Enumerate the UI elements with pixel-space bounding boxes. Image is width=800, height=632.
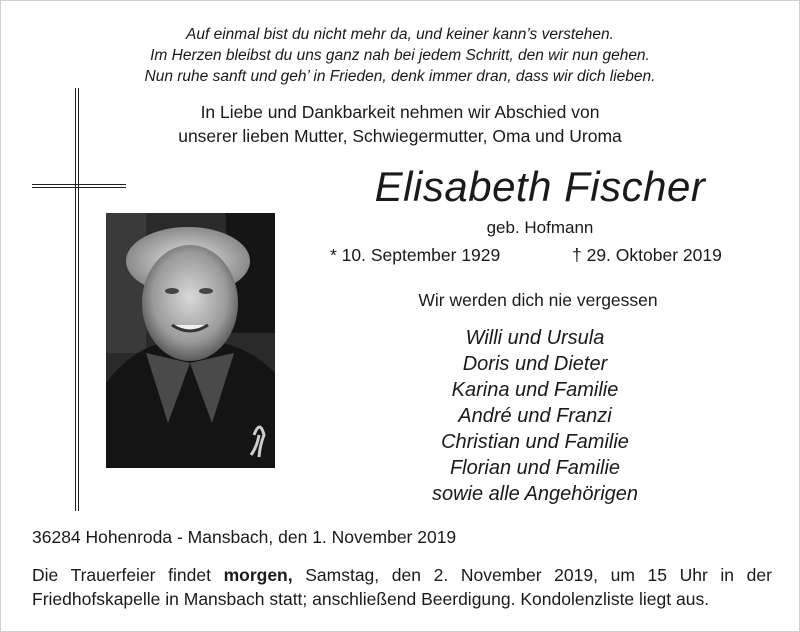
poem-line: Nun ruhe sanft und geh’ in Frieden, denk immer dran, dass wir dich lieben. (144, 68, 656, 85)
place-date: 36284 Hohenroda - Mansbach, den 1. November 2019 (32, 527, 457, 547)
birth-date: * 10. September 1929 (330, 245, 501, 265)
service-text-before: Die Trauerfeier findet (32, 565, 211, 585)
list-item: sowie alle Angehörigen (431, 483, 639, 505)
mourner-list (360, 325, 710, 507)
service-text-bold: morgen, (223, 565, 293, 585)
death-date: † 29. Oktober 2019 (572, 245, 722, 265)
list-item: Karina und Familie (451, 379, 619, 401)
service-info (32, 563, 772, 611)
list-item: Doris und Dieter (462, 353, 608, 375)
intro-line: unserer lieben Mutter, Schwiegermutter, Oma und Uroma (178, 126, 622, 146)
intro-line: In Liebe und Dankbarkeit nehmen wir Abschied von (200, 102, 600, 122)
list-item: Willi und Ursula (465, 327, 605, 349)
service-text-after: Samstag, den 2. November 2019, um 15 Uhr in der Friedhofskapelle in Mansbach statt; anschließend Beerdigung. Kondolenzliste liegt aus. (32, 565, 772, 609)
list-item: Christian und Familie (441, 431, 629, 453)
deceased-name: Elisabeth Fischer (374, 163, 706, 210)
cross-icon-vertical (75, 88, 79, 511)
portrait-photo (106, 213, 275, 468)
cross-icon-horizontal (32, 184, 126, 188)
birth-name: geb. Hofmann (486, 218, 594, 237)
motto: Wir werden dich nie vergessen (418, 290, 658, 310)
poem-line: Im Herzen bleibst du uns ganz nah bei jedem Schritt, den wir nun gehen. (150, 47, 650, 64)
intro-text (0, 100, 800, 148)
poem (0, 24, 800, 87)
list-item: Florian und Familie (449, 457, 621, 479)
poem-line: Auf einmal bist du nicht mehr da, und keiner kann’s verstehen. (186, 26, 614, 43)
list-item: André und Franzi (458, 405, 612, 427)
